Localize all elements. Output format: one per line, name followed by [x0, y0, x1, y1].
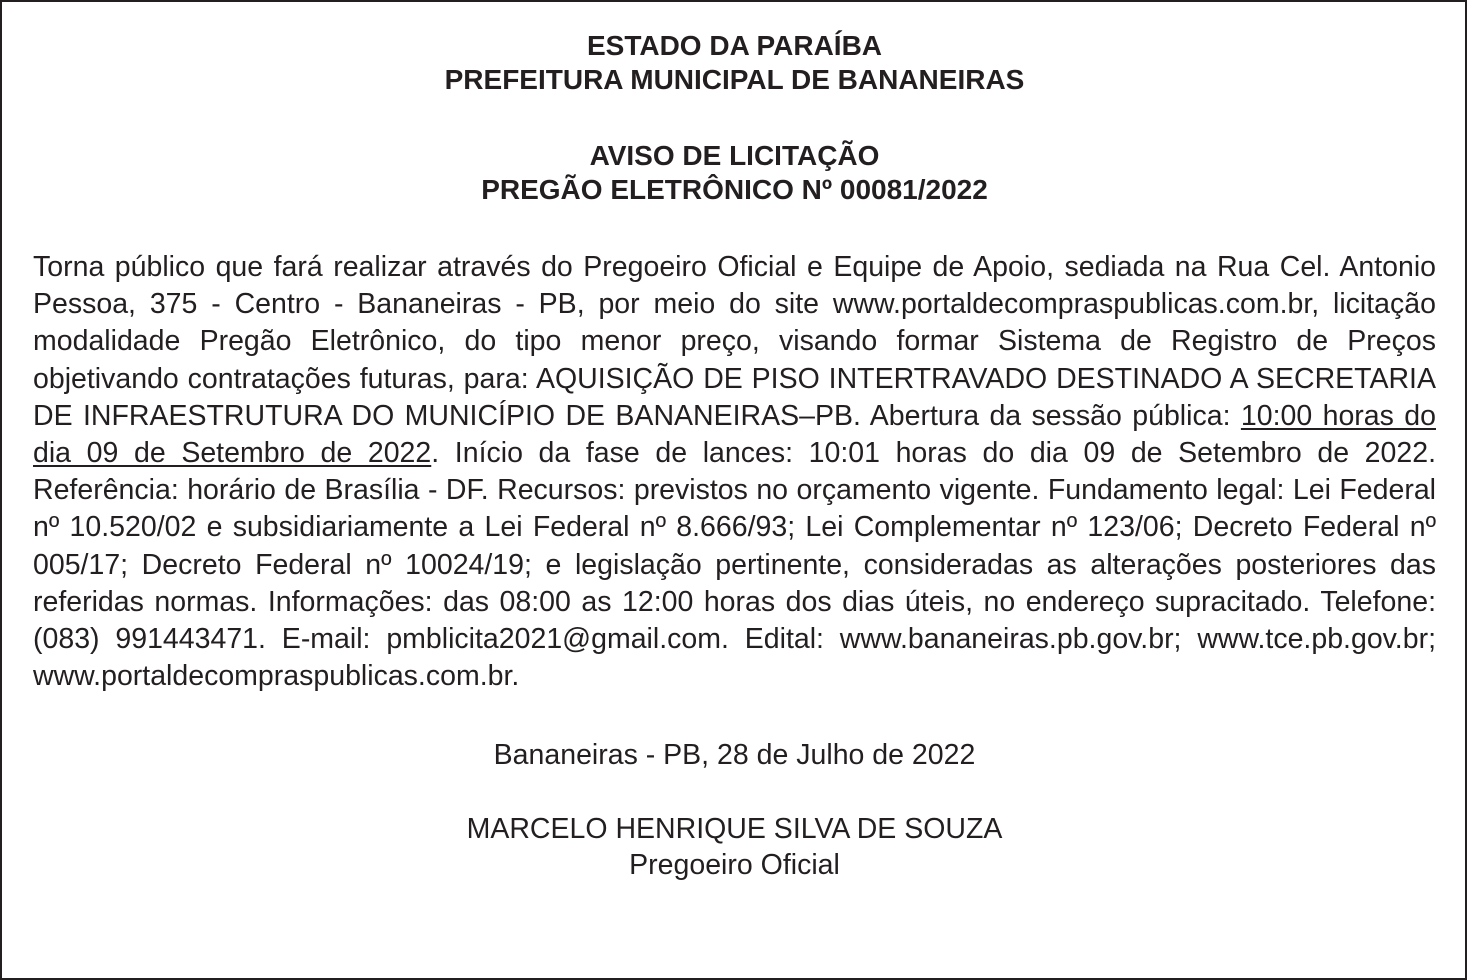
notice-title: AVISO DE LICITAÇÃO: [589, 140, 880, 171]
place-date: Bananeiras - PB, 28 de Julho de 2022: [493, 739, 976, 772]
header-spacer: [33, 97, 1436, 139]
prefecture-heading: PREFEITURA MUNICIPAL DE BANANEIRAS: [444, 64, 1025, 95]
body-text-part2: . Início da fase de lances: 10:01 horas do dia 09 de Setembro de 2022. Referência: horário de Brasília - DF. Recursos: previstos no orçamento vigente. Fundamento legal: Lei Federal nº 10.520/02 e subsidiariamente a Lei Federal nº 8.666/93; Lei Complementar nº 123/06; Decreto Federal nº 005/17; Decreto Federal nº 10024/19; e legislação pertinente, consideradas as alterações posteriores das referidas normas. Informações: das 08:00 as 12:00 horas dos dias úteis, no endereço supracitado. Telefone: (083) 991443471. E-mail: pmblicita2021@gmail.com. Edital: www.bananeiras.pb.gov.br; www.tce.pb.gov.br; www.portaldecompraspublicas.com.br.: [33, 437, 1436, 693]
session-opening-date: 10:00 horas do dia 09 de Setembro de 2022: [33, 399, 1436, 470]
state-heading: ESTADO DA PARAÍBA: [586, 30, 883, 61]
body-text-part1: Torna público que fará realizar através do Pregoeiro Oficial e Equipe de Apoio, sediada na Rua Cel. Antonio Pessoa, 375 - Centro - Bananeiras - PB, por meio do site www.portaldecompraspublicas.com.br, licitação modalidade Pregão Eletrônico, do tipo menor preço, visando formar Sistema de Registro de Preços objetivando contratações futuras, para: AQUISIÇÃO DE PISO INTERTRAVADO DESTINADO A SECRETARIA DE INFRAESTRUTURA DO MUNICÍPIO DE BANANEIRAS–PB. Abertura da sessão pública:: [33, 251, 1436, 432]
notice-body: [33, 249, 1436, 695]
signer-name: MARCELO HENRIQUE SILVA DE SOUZA: [466, 813, 1003, 846]
signer-role: Pregoeiro Oficial: [629, 849, 840, 882]
procedure-number: PREGÃO ELETRÔNICO Nº 00081/2022: [481, 174, 988, 205]
